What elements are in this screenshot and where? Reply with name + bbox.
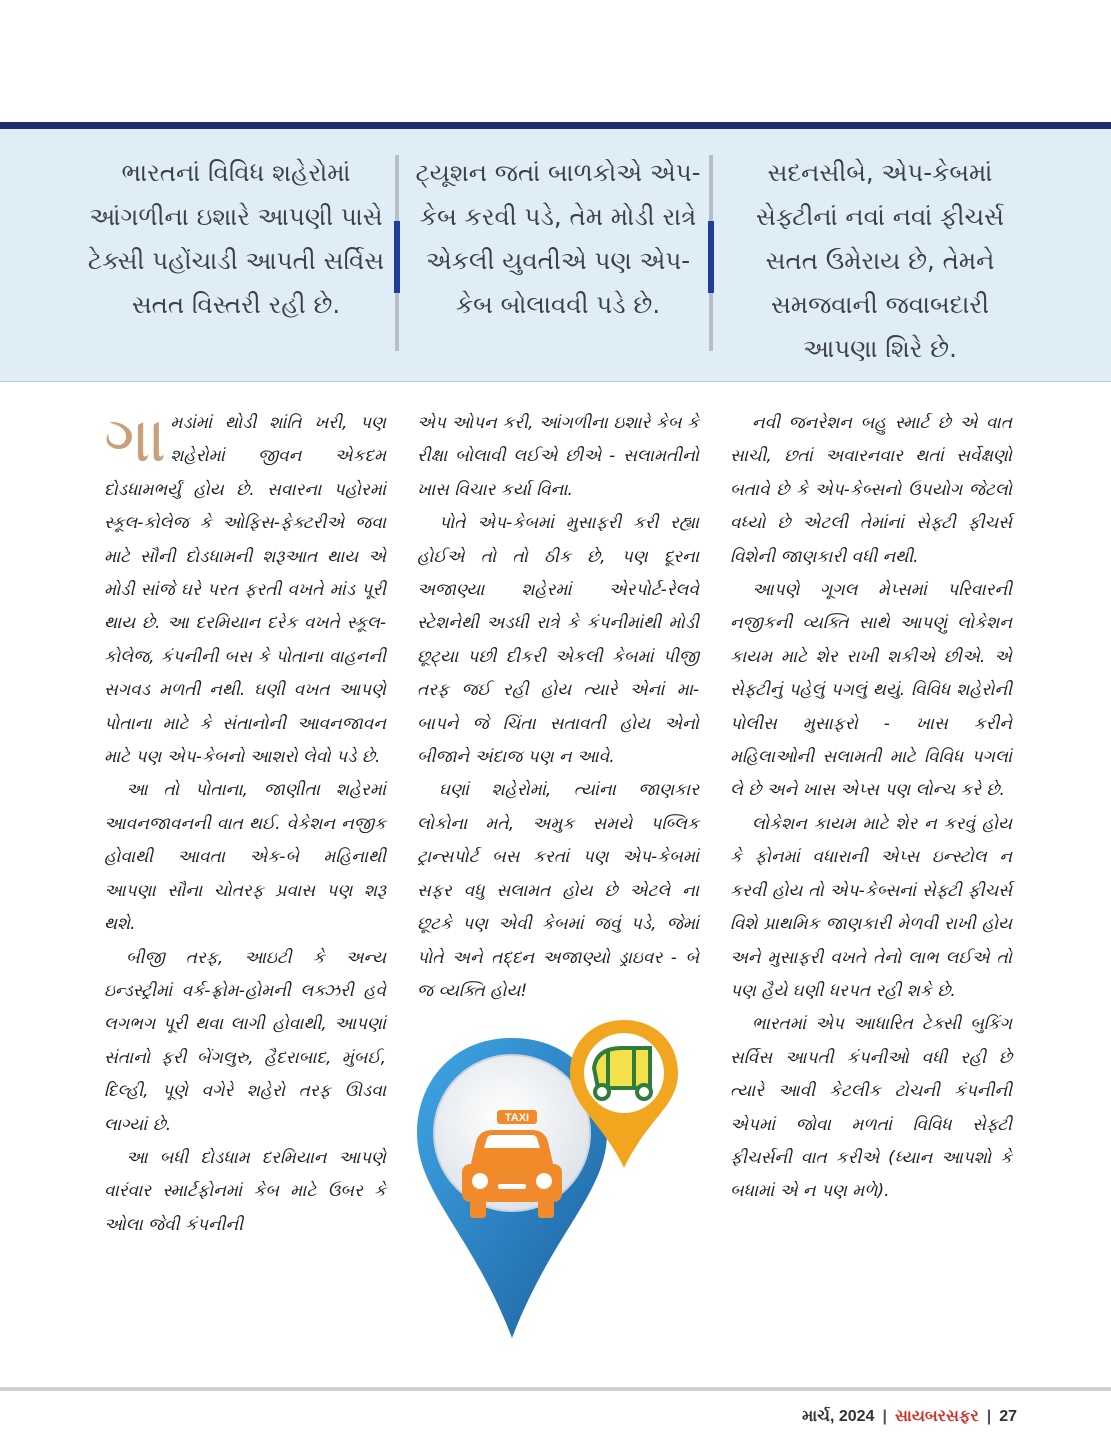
top-rule	[0, 122, 1111, 129]
taxi-headlight-right	[536, 1173, 552, 1189]
paragraph: નવી જનરેશન બહુ સ્માર્ટ છે એ વાત સાચી, છતાં અવારનવાર થતાં સર્વેક્ષણો બતાવે છે કે એપ-કેબ્સનો ઉપયોગ જેટલો વધ્યો છે એટલી તેમાંનાં સેફ્ટી ફીચર્સ વિશેની જાણકારી વધી નથી.	[730, 413, 1012, 567]
footer-rule	[0, 1387, 1111, 1391]
paragraph: બીજી તરફ, આઇટી કે અન્ય ઇન્ડસ્ટ્રીમાં વર્ક-ફ્રોમ-હોમની લક્ઝરી હવે લગભગ પૂરી થવા લાગી હોવાથી, આપણાં સંતાનો ફરી બેંગલુરુ, હૈદરાબાદ, મુંબઈ, દિલ્હી, પૂણે વગેરે શહેરો તરફ ઊડવા લાગ્યાં છે.	[104, 947, 386, 1135]
paragraph: લોકેશન કાયમ માટે શેર ન કરવું હોય કે ફોનમાં વધારાની એપ્સ ઇન્સ્ટોલ ન કરવી હોય તો એપ-કેબ્સનાં સેફ્ટી ફીચર્સ વિશે પ્રાથમિક જાણકારી મેળવી રાખી હોય અને મુસાફરી વખતે તેનો લાભ લઈએ તો પણ હૈયે ઘણી ધરપત રહી શકે છે.	[730, 813, 1012, 1001]
pull-quote-divider	[395, 155, 399, 351]
paragraph	[104, 403, 386, 774]
paragraph: આપણે ગૂગલ મેપ્સમાં પરિવારની નજીકની વ્યક્તિ સાથે આપણું લોકેશન કાયમ માટે શેર રાખી શકીએ છીએ. એ સેફ્ટીનું પહેલું પગલું થયું. વિવિધ શહેરોની પોલીસ મુસાફરો - ખાસ કરીને મહિલાઓની સલામતી માટે વિવિધ પગલાં લે છે અને ખાસ એપ્સ પણ લોન્ચ કરે છે.	[730, 580, 1012, 801]
article-column-3	[730, 407, 1012, 1209]
pull-quote-3: સદનસીબે, એપ-કેબમાં સેફ્ટીનાં નવાં નવાં ફીચર્સ સતત ઉમેરાય છે, તેમને સમજવાની જવાબદારી આપણા શિરે છે.	[756, 158, 1004, 363]
footer-separator: |	[882, 1408, 887, 1425]
paragraph: ભારતમાં એપ આધારિત ટેક્સી બુકિંગ સર્વિસ આપતી કંપનીઓ વધી રહી છે ત્યારે આવી કેટલીક ટોચની કંપનીની એપમાં જોવા મળતાં વિવિધ સેફ્ટી ફીચર્સની વાત કરીએ (ધ્યાન આપશો કે બધામાં એ ન પણ મળે).	[730, 1014, 1012, 1202]
taxi-headlight-left	[472, 1173, 488, 1189]
footer-separator: |	[986, 1408, 992, 1425]
issue-date: માર્ચ, 2024	[801, 1408, 875, 1425]
drop-cap: ગા	[104, 403, 165, 477]
taxi-windshield	[484, 1135, 540, 1148]
paragraph: આ બધી દોડધામ દરમિયાન આપણે વારંવાર સ્માર્ટફોનમાં કેબ માટે ઉબર કે ઓલા જેવી કંપનીની	[104, 1147, 386, 1235]
taxi-grille	[498, 1184, 526, 1189]
paragraph-text: મડાંમાં થોડી શાંતિ ખરી, પણ શહેરોમાં જીવન એકદમ દોડધામભર્યું હોય છે. સવારના પહોરમાં સ્કૂલ-કોલેજ કે ઓફિસ-ફેક્ટરીએ જવા માટે સૌની દોડધામની શરૂઆત થાય એ મોડી સાંજે ઘરે પરત ફરતી વખતે માંડ પૂરી થાય છે. આ દરમિયાન દરેક વખતે સ્કૂલ-કોલેજ, કંપનીની બસ કે પોતાના વાહનની સગવડ મળતી નથી. ઘણી વખત આપણે પોતાના માટે કે સંતાનોની આવનજાવન માટે પણ એપ-કેબનો આશરો લેવો પડે છે.	[104, 413, 386, 768]
paragraph: પોતે એપ-કેબમાં મુસાફરી કરી રહ્યા હોઈએ તો તો ઠીક છે, પણ દૂરના અજાણ્યા શહેરમાં એરપોર્ટ-રેલવે સ્ટેશનેથી અડધી રાત્રે કે કંપનીમાંથી મોડી છૂટ્યા પછી દીકરી એકલી કેબમાં પીજી તરફ જઈ રહી હોય ત્યારે એનાં મા-બાપને જે ચિંતા સતાવતી હોય એનો બીજાને અંદાજ પણ ન આવે.	[417, 513, 699, 768]
article-column-1	[104, 403, 386, 1242]
page-number: 27	[999, 1408, 1017, 1425]
divider-accent	[394, 221, 400, 293]
pull-quote-2: ટ્યૂશન જતાં બાળકોએ એપ-કેબ કરવી પડે, તેમ મોડી રાત્રે એકલી યુવતીએ પણ એપ-કેબ બોલાવવી પડે છે.	[415, 158, 701, 319]
divider-accent	[708, 221, 714, 293]
location-pins-graphic	[412, 1018, 702, 1348]
pull-quote-divider	[709, 155, 713, 351]
magazine-name: સાયબરસફર	[894, 1408, 979, 1425]
pull-quote-band	[0, 129, 1111, 382]
pull-quote-1: ભારતનાં વિવિધ શહેરોમાં આંગળીના ઇશારે આપણી પાસે ટેક્સી પહોંચાડી આપતી સર્વિસ સતત વિસ્તરી રહી છે.	[87, 158, 385, 319]
taxi-location-illustration	[412, 1018, 702, 1348]
page-footer	[802, 1408, 1017, 1426]
paragraph: આ તો પોતાના, જાણીતા શહેરમાં આવનજાવનની વાત થઈ. વેકેશન નજીક હોવાથી આવતા એક-બે મહિનાથી આપણા સૌના ચોતરફ પ્રવાસ પણ શરૂ થશે.	[104, 780, 386, 935]
article-column-2	[417, 407, 699, 1008]
paragraph: ઘણાં શહેરોમાં, ત્યાંના જાણકાર લોકોના મતે, અમુક સમયે પબ્લિક ટ્રાન્સપોર્ટ બસ કરતાં પણ એપ-કેબમાં સફર વધુ સલામત હોય છે એટલે ના છૂટકે પણ એવી કેબમાં જવું પડે, જેમાં પોતે અને તદ્દન અજાણ્યો ડ્રાઇવર - બે જ વ્યક્તિ હોય!	[417, 780, 699, 1001]
taxi-sign-text: TAXI	[504, 1112, 530, 1124]
paragraph: એપ ઓપન કરી, આંગળીના ઇશારે કેબ કે રીક્ષા બોલાવી લઈએ છીએ - સલામતીનો ખાસ વિચાર કર્યા વિના.	[417, 413, 699, 500]
